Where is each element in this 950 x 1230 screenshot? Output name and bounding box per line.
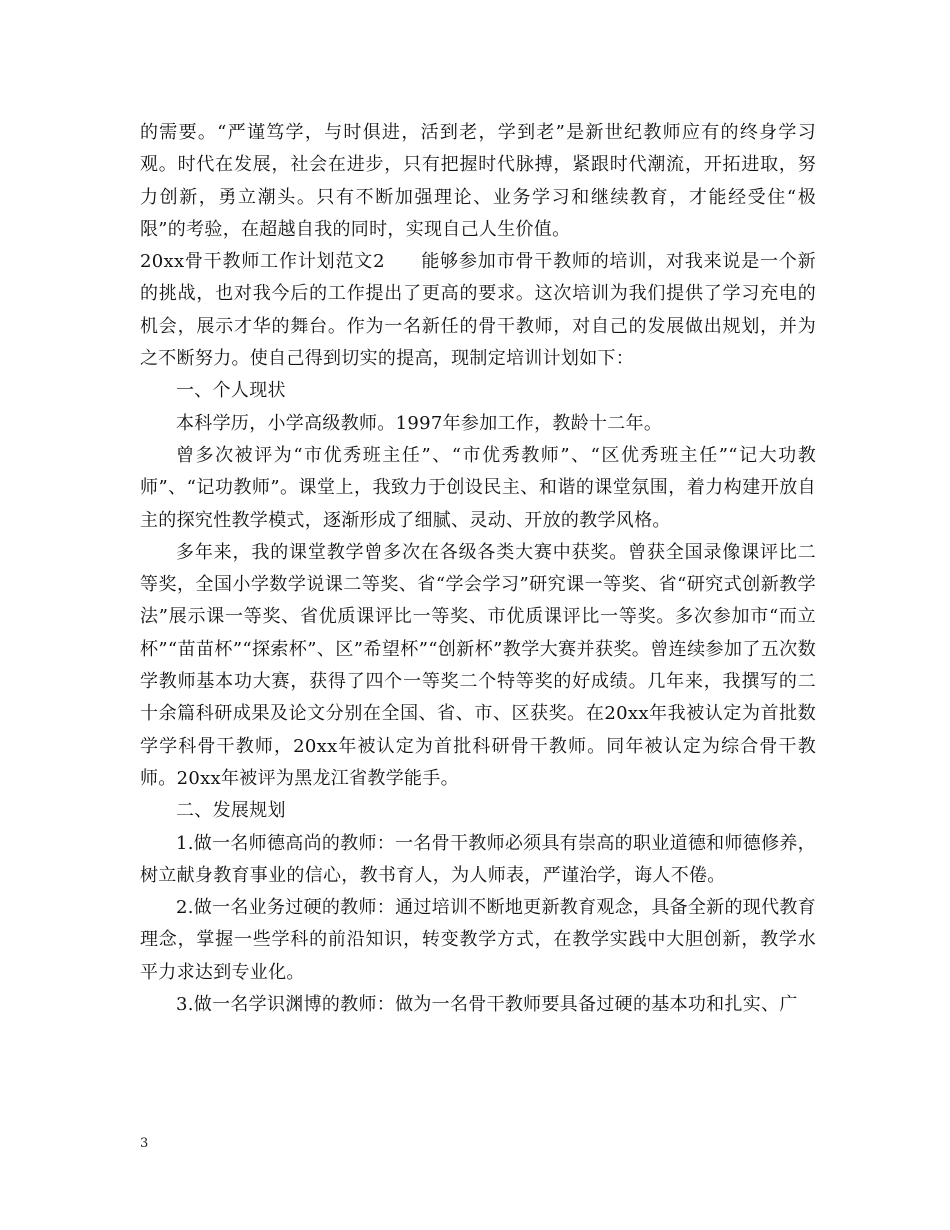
plan-item-skills: 2.做一名业务过硬的教师：通过培训不断地更新教育观念，具备全新的现代教育理念，掌握一些学科的前沿知识，转变教学方式，在教学实践中大胆创新，教学水平力求达到专业化。	[140, 897, 816, 983]
paragraph-awards: 多年来，我的课堂教学曾多次在各级各类大赛中获奖。曾获全国录像课评比二等奖，全国小学数学说课二等奖、省“学会学习”研究课一等奖、省“研究式创新教学法”展示课一等奖、省优质课评比一等奖、市优质课评比一等奖。多次参加市“而立杯”“苗苗杯”“探索杯”、区”希望杯”“创新杯”教学大赛并获奖。曾连续参加了五次数学教师基本功大赛，获得了四个一等奖二个特等奖的好成绩。几年来，我撰写的二十余篇科研成果及论文分别在全国、省、市、区获奖。在20xx年我被认定为首批数学学科骨干教师，20xx年被认定为首批科研骨干教师。同年被认定为综合骨干教师。20xx年被评为黑龙江省教学能手。	[140, 541, 816, 789]
page-number: 3	[140, 1136, 149, 1151]
paragraph-education: 本科学历，小学高级教师。1997年参加工作，教龄十二年。	[176, 412, 663, 434]
section-title: 20xx骨干教师工作计划范文2	[140, 251, 385, 273]
plan-item-ethics: 1.做一名师德高尚的教师：一名骨干教师必须具有崇高的职业道德和师德修养，树立献身教育事业的信心，教书育人，为人师表，严谨治学，诲人不倦。	[140, 832, 816, 886]
paragraph-honors: 曾多次被评为“市优秀班主任”、“市优秀教师”、“区优秀班主任”“记大功教师”、“记功教师”。课堂上，我致力于创设民主、和谐的课堂氛围，着力构建开放自主的探究性教学模式，逐渐形成了细腻、灵动、开放的教学风格。	[140, 444, 816, 531]
document-body	[140, 117, 816, 1021]
heading-personal-status: 一、个人现状	[176, 380, 286, 402]
plan-item-knowledge: 3.做一名学识渊博的教师：做为一名骨干教师要具备过硬的基本功和扎实、广	[176, 994, 798, 1016]
paragraph-continuation: 的需要。“严谨笃学，与时俱进，活到老，学到老”是新世纪教师应有的终身学习观。时代在发展，社会在进步，只有把握时代脉搏，紧跟时代潮流，开拓进取，努力创新，勇立潮头。只有不断加强理论、业务学习和继续教育，才能经受住“极限”的考验，在超越自我的同时，实现自己人生价值。	[140, 122, 816, 240]
heading-development-plan: 二、发展规划	[176, 800, 286, 822]
paragraph-plan-intro	[140, 246, 816, 375]
section-intro-text: 能够参加市骨干教师的培训，对我来说是一个新的挑战，也对我今后的工作提出了更高的要求。这次培训为我们提供了学习充电的机会，展示才华的舞台。作为一名新任的骨干教师，对自己的发展做出规划，并为之不断努力。使自己得到切实的提高，现制定培训计划如下：	[140, 251, 816, 370]
